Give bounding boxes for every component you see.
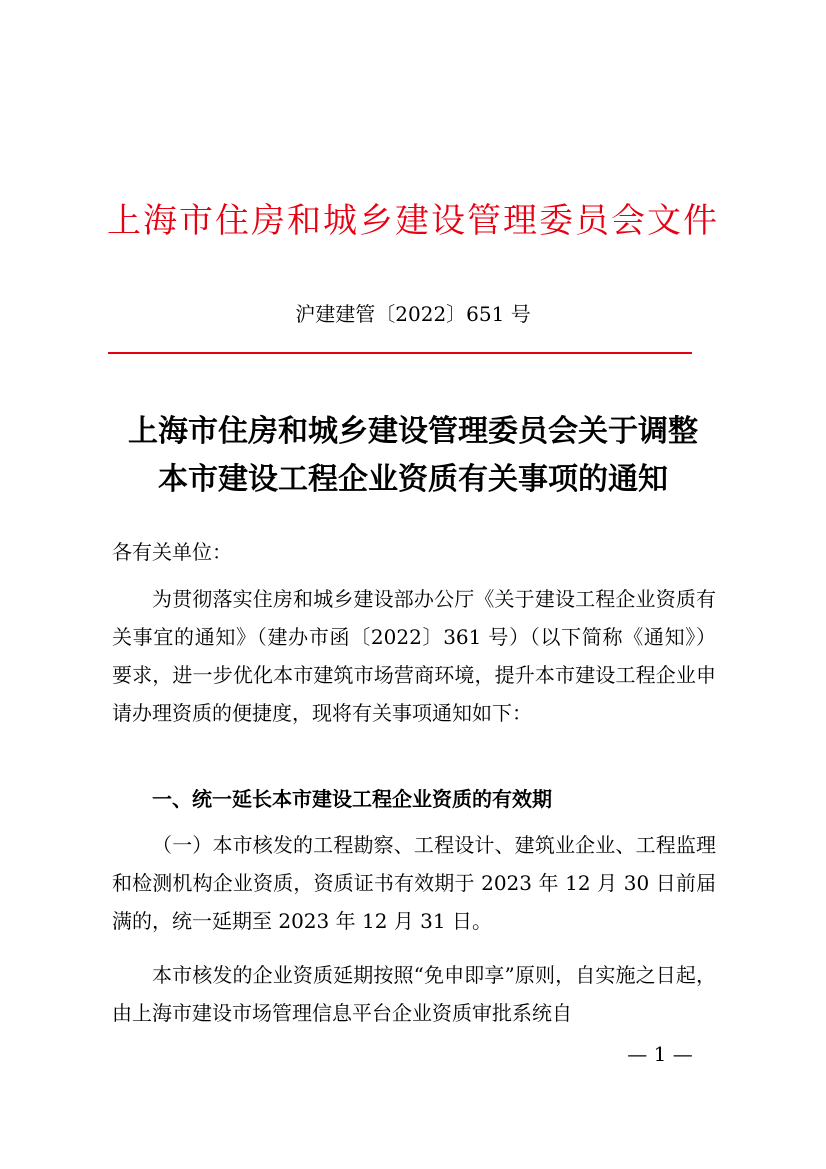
issuer-header: 上海市住房和城乡建设管理委员会文件: [107, 201, 719, 241]
title-line-1: 上海市住房和城乡建设管理委员会关于调整: [128, 414, 698, 449]
section-1-item-1: （一）本市核发的工程勘察、工程设计、建筑业企业、工程监理和检测机构企业资质，资质证书有效期于 2023 年 12 月 30 日前届满的，统一延期至 2023 年 12 月 31 日。: [112, 833, 716, 933]
title-line-2: 本市建设工程企业资质有关事项的通知: [158, 462, 668, 497]
page-number: — 1 —: [627, 1042, 693, 1066]
intro-paragraph: 为贯彻落实住房和城乡建设部办公厅《关于建设工程企业资质有关事宜的通知》（建办市函〔2022〕361 号）（以下简称《通知》）要求，进一步优化本市建筑市场营商环境，提升本市建设工程企业申请办理资质的便捷度，现将有关事项通知如下：: [112, 587, 716, 725]
document-number: 沪建建管〔2022〕651 号: [295, 302, 531, 326]
section-1-paragraph-2: 本市核发的企业资质延期按照“免申即享”原则，自实施之日起，由上海市建设市场管理信息平台企业资质审批系统自: [112, 963, 716, 1025]
section-1-heading: 一、统一延长本市建设工程企业资质的有效期: [152, 787, 552, 811]
red-divider-rule: [108, 352, 692, 354]
salutation: 各有关单位：: [112, 540, 232, 564]
document-title: [100, 408, 726, 504]
